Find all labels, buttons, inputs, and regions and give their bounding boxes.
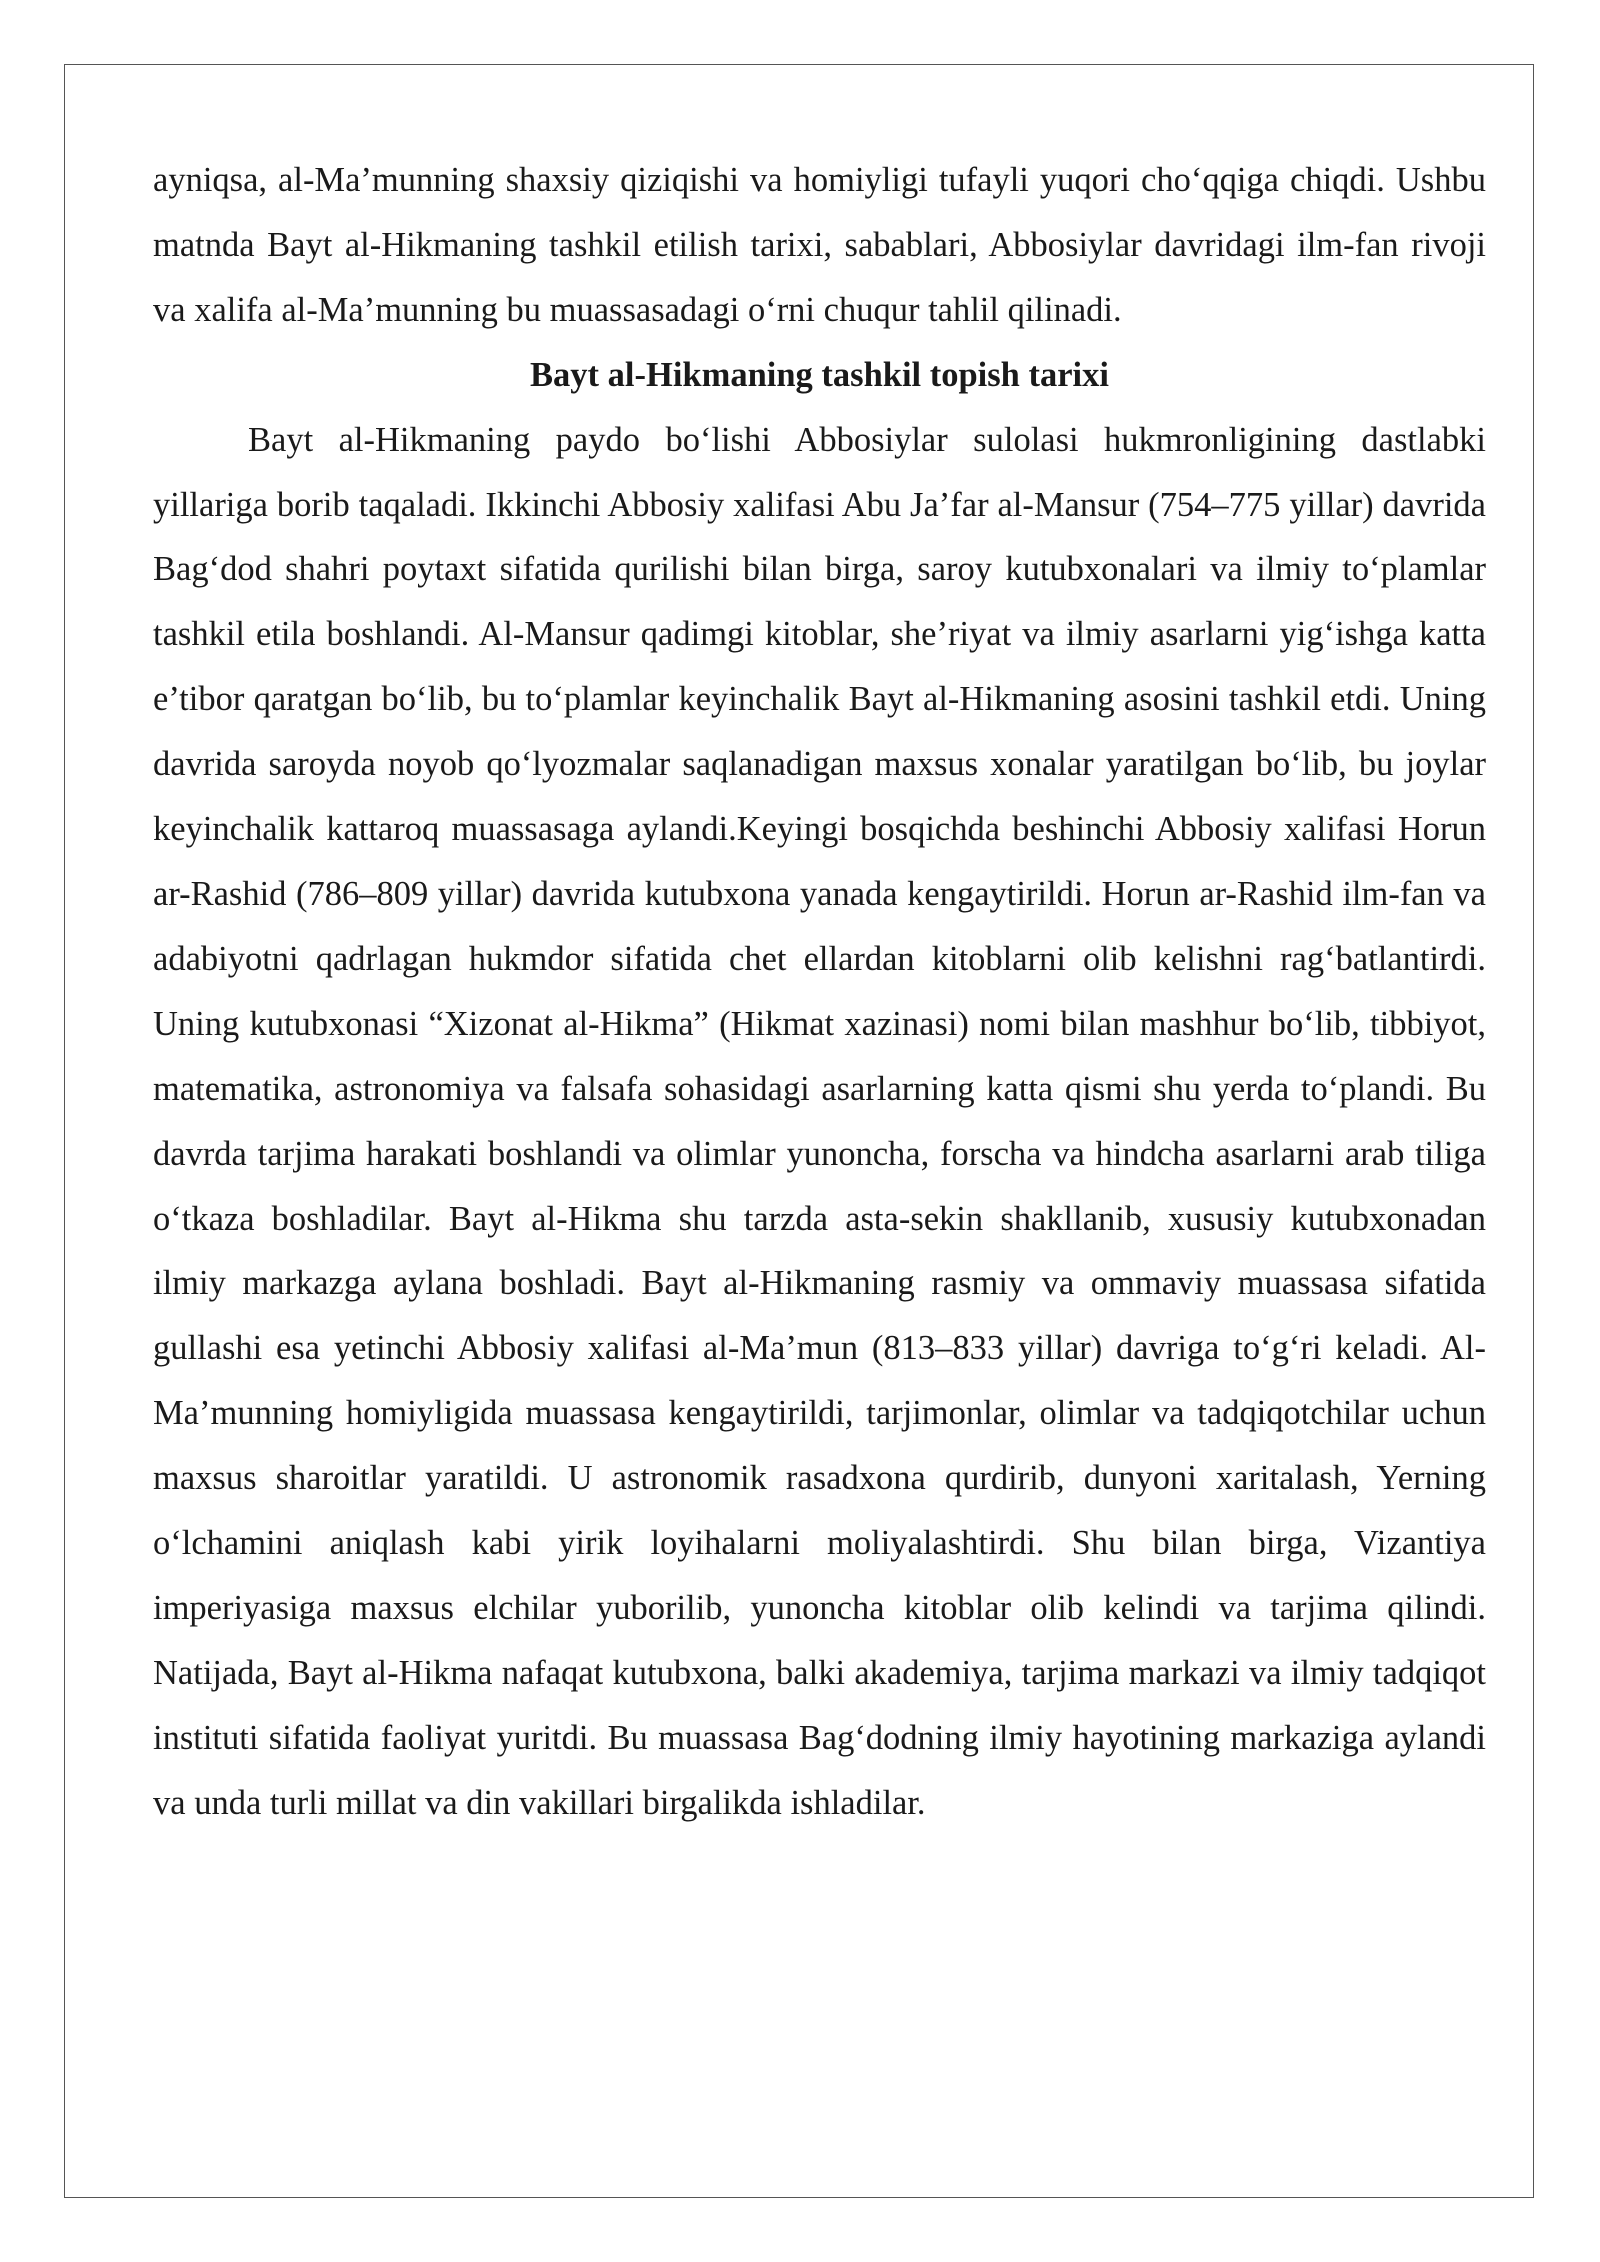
section-heading: Bayt al-Hikmaning tashkil topish tarixi xyxy=(530,355,1109,394)
body-paragraph: Bayt al-Hikmaning paydo bo‘lishi Abbosiylar sulolasi hukmronligining dastlabki yillariga borib taqaladi. Ikkinchi Abbosiy xalifasi Abu Ja’far al-Mansur (754–775 yillar) davrida Bag‘dod shahri poytaxt sifatida qurilishi bilan birga, saroy kutubxonalari va ilmiy to‘plamlar tashkil etila boshlandi. Al-Mansur qadimgi kitoblar, she’riyat va ilmiy asarlarni yig‘ishga katta e’tibor qaratgan bo‘lib, bu to‘plamlar keyinchalik Bayt al-Hikmaning asosini tashkil etdi. Uning davrida saroyda noyob qo‘lyozmalar saqlanadigan maxsus xonalar yaratilgan bo‘lib, bu joylar keyinchalik kattaroq muassasaga aylandi.Keyingi bosqichda beshinchi Abbosiy xalifasi Horun ar-Rashid (786–809 yillar) davrida kutubxona yanada kengaytirildi. Horun ar-Rashid ilm-fan va adabiyotni qadrlagan hukmdor sifatida chet ellardan kitoblarni olib kelishni rag‘batlantirdi. Uning kutubxonasi “Xizonat al-Hikma” (Hikmat xazinasi) nomi bilan mashhur bo‘lib, tibbiyot, matematika, astronomiya va falsafa sohasidagi asarlarning katta qismi shu yerda to‘plandi. Bu davrda tarjima harakati boshlandi va olimlar yunoncha, forscha va hindcha asarlarni arab tiliga o‘tkaza boshladilar. Bayt al-Hikma shu tarzda asta-sekin shakllanib, xususiy kutubxonadan ilmiy markazga aylana boshladi. Bayt al-Hikmaning rasmiy va ommaviy muassasa sifatida gullashi esa yetinchi Abbosiy xalifasi al-Ma’mun (813–833 yillar) davriga to‘g‘ri keladi. Al-Ma’munning homiyligida muassasa kengaytirildi, tarjimonlar, olimlar va tadqiqotchilar uchun maxsus sharoitlar yaratildi. U astronomik rasadxona qurdirib, dunyoni xaritalash, Yerning o‘lchamini aniqlash kabi yirik loyihalarni moliyalashtirdi. Shu bilan birga, Vizantiya imperiyasiga maxsus elchilar yuborilib, yunoncha kitoblar olib kelindi va tarjima qilindi. Natijada, Bayt al-Hikma nafaqat kutubxona, balki akademiya, tarjima markazi va ilmiy tadqiqot instituti sifatida faoliyat yuritdi. Bu muassasa Bag‘dodning ilmiy hayotining markaziga aylandi va unda turli millat va din vakillari birgalikda ishladilar. xyxy=(153,420,1486,1822)
intro-paragraph: ayniqsa, al-Ma’munning shaxsiy qiziqishi va homiyligi tufayli yuqori cho‘qqiga chiqdi. Ushbu matnda Bayt al-Hikmaning tashkil etilish tarixi, sabablari, Abbosiylar davridagi ilm-fan rivoji va xalifa al-Ma’munning bu muassasadagi o‘rni chuqur tahlil qilinadi. xyxy=(153,161,1486,329)
document-body xyxy=(153,148,1486,1836)
